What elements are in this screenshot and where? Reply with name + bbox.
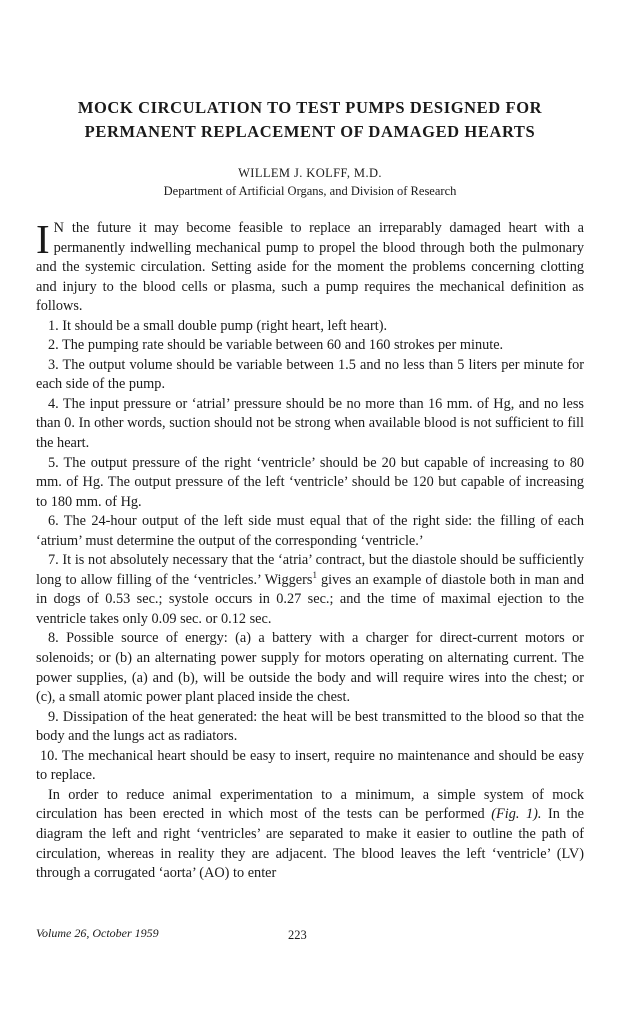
intro-paragraph (36, 216, 584, 317)
page-number: 223 (288, 928, 307, 942)
list-item: 1. It should be a small double pump (right heart, left heart). (48, 317, 388, 334)
reference-marker: 1 (312, 570, 317, 581)
drop-cap: I (36, 216, 50, 262)
list-item: 3. The output volume should be variable between 1.5 and no less than 5 liters per minute for each side of the pump. (36, 356, 584, 393)
list-item: 2. The pumping rate should be variable between 60 and 160 strokes per minute. (48, 337, 504, 354)
author-name: WILLEM J. KOLFF, M.D. (238, 166, 382, 180)
list-item: 10. The mechanical heart should be easy to insert, require no maintenance and should be easy to replace. (36, 747, 584, 784)
list-item: 5. The output pressure of the right ‘ventricle’ should be 20 but capable of increasing to 80 mm. of Hg. The output pressure of the left ‘ventricle’ should be 120 but capable of increasing to 180 mm. of Hg. (36, 454, 584, 510)
journal-volume-footer: Volume 26, October 1959 (36, 926, 159, 940)
list-item: 4. The input pressure or ‘atrial’ pressure should be no more than 16 mm. of Hg, and no less than 0. In other words, suction should not be strong when available blood is not sufficient to fill the heart. (36, 395, 584, 452)
closing-text-end: In the diagram the left and right ‘ventricles’ are separated to make it easier to outline the path of circulation, whereas in reality they are adjacent. The blood leaves the left ‘ventricle’ (LV) through a corrugated ‘aorta’ (AO) to enter (36, 806, 584, 882)
item7-text-end: gives an example of diastole both in man and in dogs of 0.53 sec.; systole occurs in 0.27 sec.; and the time of maximal ejection to the ventricle takes only 0.09 sec. or 0.12 sec. (36, 571, 584, 627)
list-item: 8. Possible source of energy: (a) a battery with a charger for direct-current motors or solenoids; or (b) an alternating power supply for motors operating on alternating current. The power supplies, (a) and (b), will be outside the body and will require wires into the chest; or (c), a small atomic power plant placed inside the chest. (36, 630, 584, 706)
article-body (36, 216, 584, 884)
article-title: MOCK CIRCULATION TO TEST PUMPS DESIGNED FOR PERMANENT REPLACEMENT OF DAMAGED HEARTS (77, 98, 543, 141)
lead-caps: N (53, 220, 65, 236)
list-item: 9. Dissipation of the heat generated: the heat will be best transmitted to the blood so that the body and the lungs act as radiators. (36, 708, 584, 745)
figure-reference: (Fig. 1). (491, 806, 542, 823)
closing-text-start: In order to reduce animal experimentation to a minimum, a simple system of mock circulation has been erected in which most of the tests can be performed (36, 786, 584, 823)
intro-text: the future it may become feasible to replace an irreparably damaged heart with a permanently indwelling mechanical pump to propel the blood through both the pulmonary and the systemic circulation. Setting aside for the moment the problems concerning clotting and injury to the blood cells or plasma, such a pump requires the mechanical definition as follows. (36, 220, 584, 315)
item7-text-start: 7. It is not absolutely necessary that the ‘atria’ contract, but the diastole should be sufficiently long to allow filling of the ‘ventricles.’ Wiggers (36, 552, 584, 588)
closing-paragraph (36, 786, 584, 884)
list-item: 6. The 24-hour output of the left side must equal that of the right side: the filling of each ‘atrium’ must determine the output of the corresponding ‘ventricle.’ (36, 513, 584, 549)
list-item (36, 551, 584, 629)
author-affiliation: Department of Artificial Organs, and Division of Research (163, 184, 457, 198)
